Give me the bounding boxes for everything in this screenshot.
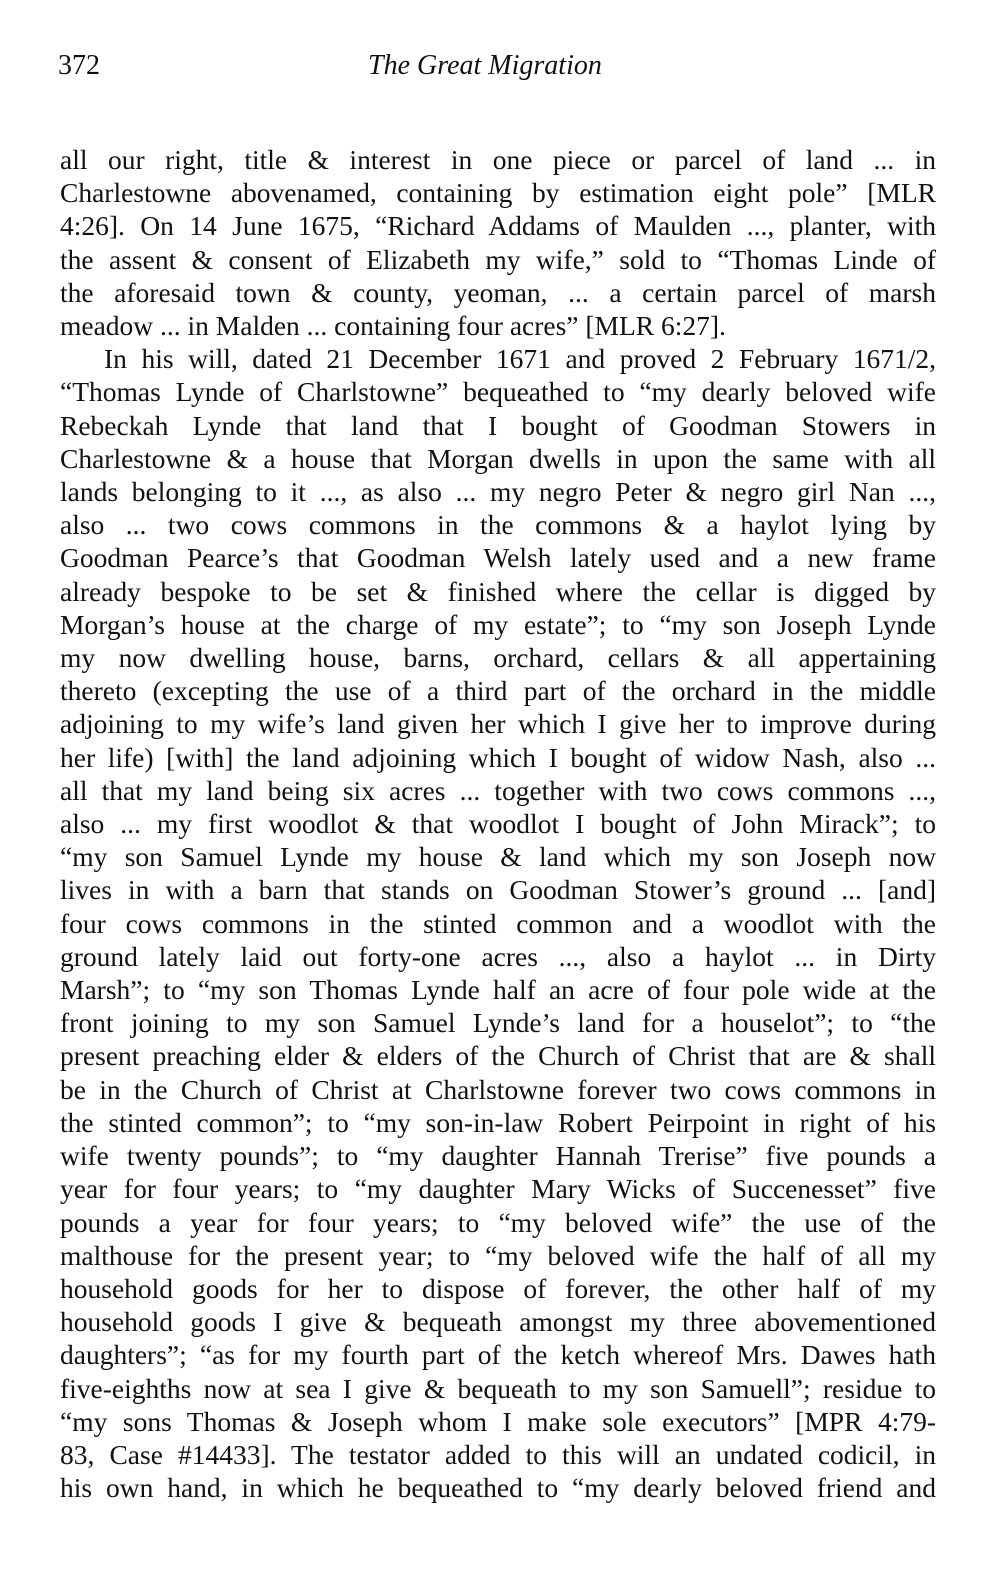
paragraph-will xyxy=(60,342,936,1504)
text-line: the stinted common”; to “my son-in-law Robert Peirpoint in right of his xyxy=(60,1106,936,1138)
text-line: also ... my first woodlot & that woodlot I bought of John Mirack”; to xyxy=(60,808,936,840)
text-line: five-eighths now at sea I give & bequeath to my son Samuell”; residue to xyxy=(60,1372,936,1404)
text-line: year for four years; to “my daughter Mary Wicks of Succenesset” five xyxy=(60,1173,936,1205)
text-line: “Thomas Lynde of Charlstowne” bequeathed to “my dearly beloved wife xyxy=(60,376,936,408)
text-line: thereto (excepting the use of a third part of the orchard in the middle xyxy=(60,675,936,707)
text-line: be in the Church of Christ at Charlstowne forever two cows commons in xyxy=(60,1073,936,1105)
text-line: household goods for her to dispose of forever, the other half of my xyxy=(60,1272,936,1304)
text-line: adjoining to my wife’s land given her which I give her to improve during xyxy=(60,708,936,740)
text-line: Charlestowne & a house that Morgan dwells in upon the same with all xyxy=(60,442,936,474)
text-line: also ... two cows commons in the commons & a haylot lying by xyxy=(60,509,936,541)
text-line: “my son Samuel Lynde my house & land which my son Joseph now xyxy=(60,841,936,873)
page-number: 372 xyxy=(58,50,100,81)
text-line: meadow ... in Malden ... containing four acres” [MLR 6:27]. xyxy=(60,310,726,342)
text-line: Marsh”; to “my son Thomas Lynde half an acre of four pole wide at the xyxy=(60,974,936,1006)
text-line: daughters”; “as for my fourth part of the ketch whereof Mrs. Dawes hath xyxy=(60,1339,936,1371)
text-line: front joining to my son Samuel Lynde’s land for a houselot”; to “the xyxy=(60,1007,936,1039)
text-line: 4:26]. On 14 June 1675, “Richard Addams of Maulden ..., planter, with xyxy=(60,210,936,242)
text-line: In his will, dated 21 December 1671 and proved 2 February 1671/2, xyxy=(104,343,936,375)
text-line: Goodman Pearce’s that Goodman Welsh lately used and a new frame xyxy=(60,542,936,574)
text-line: all our right, title & interest in one piece or parcel of land ... in xyxy=(60,144,936,175)
text-line: all that my land being six acres ... together with two cows commons ..., xyxy=(60,774,936,806)
paragraph-land-deeds xyxy=(60,143,936,342)
text-line: lives in with a barn that stands on Goodman Stower’s ground ... [and] xyxy=(60,874,936,906)
text-line: ground lately laid out forty-one acres ..., also a haylot ... in Dirty xyxy=(60,940,936,972)
text-line: the assent & consent of Elizabeth my wife,” sold to “Thomas Linde of xyxy=(60,243,936,275)
text-line: her life) [with] the land adjoining which I bought of widow Nash, also ... xyxy=(60,741,936,773)
running-head xyxy=(58,46,938,86)
body-text xyxy=(60,143,936,1504)
text-line: Rebeckah Lynde that land that I bought of Goodman Stowers in xyxy=(60,409,936,441)
text-line: present preaching elder & elders of the Church of Christ that are & shall xyxy=(60,1040,936,1072)
text-line: my now dwelling house, barns, orchard, cellars & all appertaining xyxy=(60,642,936,674)
text-line: the aforesaid town & county, yeoman, ... a certain parcel of marsh xyxy=(60,276,936,308)
text-line: four cows commons in the stinted common and a woodlot with the xyxy=(60,907,936,939)
text-line: pounds a year for four years; to “my beloved wife” the use of the xyxy=(60,1206,936,1238)
text-line: 83, Case #14433]. The testator added to this will an undated codicil, in xyxy=(60,1438,936,1470)
text-line: household goods I give & bequeath amongst my three abovementioned xyxy=(60,1306,936,1338)
running-title: The Great Migration xyxy=(368,50,602,81)
text-line: already bespoke to be set & finished where the cellar is digged by xyxy=(60,575,936,607)
text-line: his own hand, in which he bequeathed to “my dearly beloved friend and xyxy=(60,1472,936,1504)
text-line: lands belonging to it ..., as also ... my negro Peter & negro girl Nan ..., xyxy=(60,476,936,508)
text-line: Morgan’s house at the charge of my estate”; to “my son Joseph Lynde xyxy=(60,608,936,640)
text-line: wife twenty pounds”; to “my daughter Hannah Trerise” five pounds a xyxy=(60,1140,936,1172)
text-line: Charlestowne abovenamed, containing by estimation eight pole” [MLR xyxy=(60,177,936,209)
text-line: malthouse for the present year; to “my beloved wife the half of all my xyxy=(60,1239,936,1271)
text-line: “my sons Thomas & Joseph whom I make sole executors” [MPR 4:79- xyxy=(60,1405,936,1437)
